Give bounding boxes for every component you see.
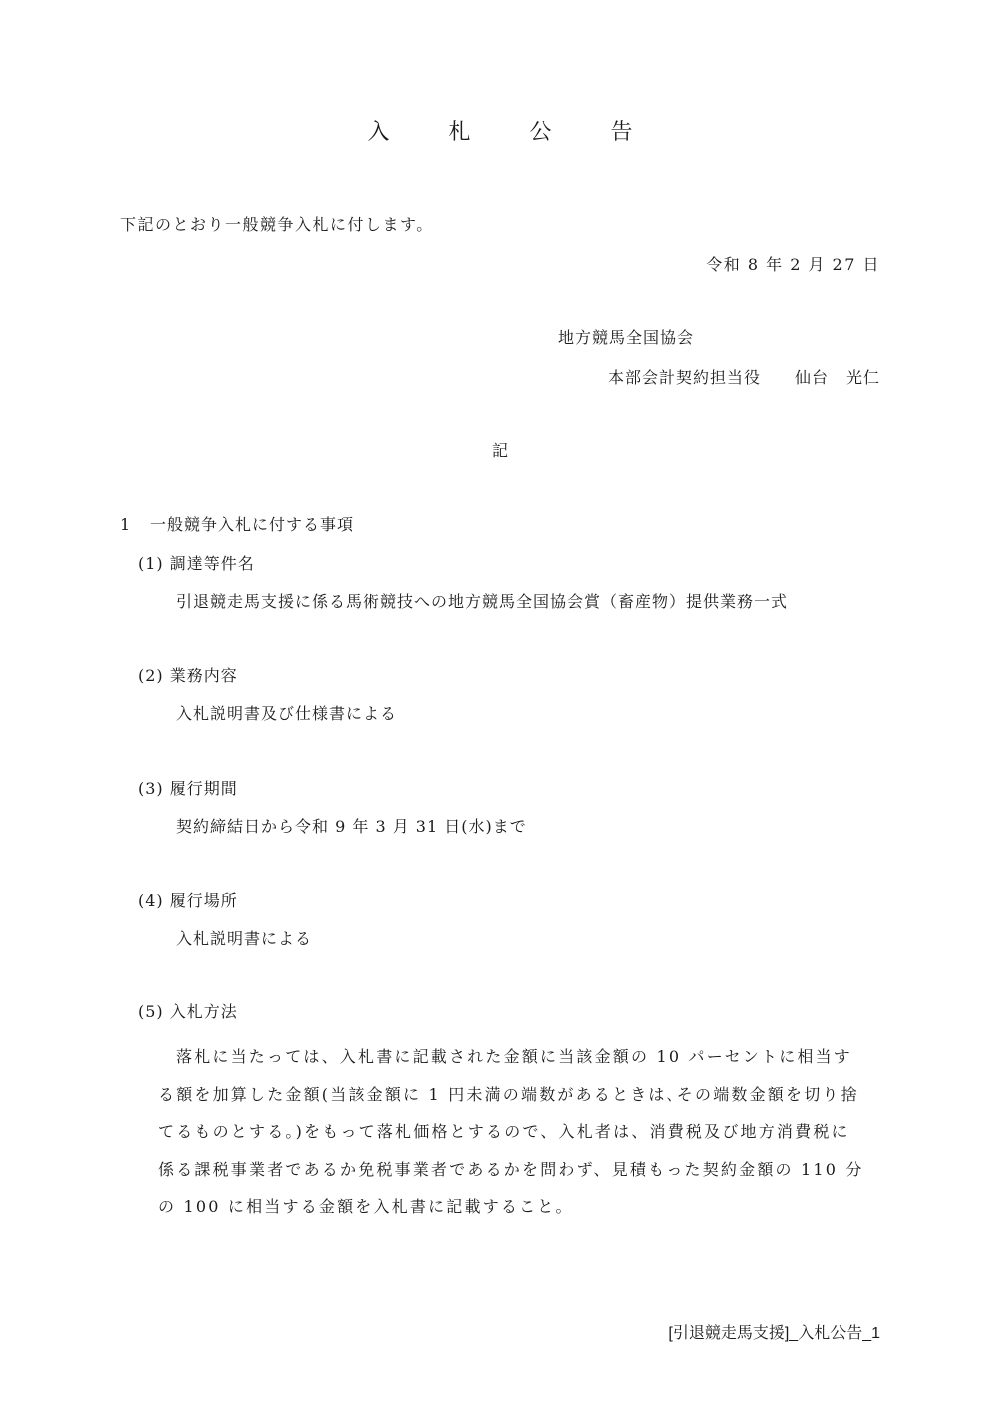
page-footer: [引退競走馬支援]_入札公告_1: [668, 1325, 880, 1342]
section-title: 一般競争入札に付する事項: [150, 515, 355, 534]
paragraph-line: てるものとする。)をもって落札価格とするので、入札者は、消費税及び地方消費税に: [158, 1122, 850, 1141]
item-5-label: (5) 入札方法: [138, 1002, 238, 1021]
item-2-label: (2) 業務内容: [138, 666, 238, 685]
paragraph-line: る額を加算した金額(当該金額に 1 円未満の端数があるときは､その端数金額を切り捨: [158, 1084, 859, 1104]
issuer-organization: 地方競馬全国協会: [558, 328, 695, 347]
announcement-date: 令和 8 年 2 月 27 日: [706, 255, 880, 274]
item-1-body: 引退競走馬支援に係る馬術競技への地方競馬全国協会賞（畜産物）提供業務一式: [176, 592, 789, 611]
section-number: 1: [120, 515, 132, 534]
item-3-label: (3) 履行期間: [138, 779, 238, 798]
page-title: 入 札 公 告: [367, 120, 659, 145]
paragraph-line: の 100 に相当する金額を入札書に記載すること。: [158, 1197, 574, 1216]
section-1-heading: [120, 517, 354, 533]
item-1-label: (1) 調達等件名: [138, 554, 255, 573]
ki-heading: 記: [491, 441, 508, 460]
item-2-body: 入札説明書及び仕様書による: [176, 704, 398, 723]
bidding-method-paragraph: [158, 1038, 882, 1226]
item-4-label: (4) 履行場所: [138, 891, 238, 910]
paragraph-line: 落札に当たっては、入札書に記載された金額に当該金額の 10 パーセントに相当す: [176, 1047, 853, 1066]
item-4-body: 入札説明書による: [176, 929, 313, 948]
intro-text: 下記のとおり一般競争入札に付します。: [120, 215, 434, 234]
issuer-officer: 本部会計契約担当役 仙台 光仁: [607, 368, 880, 387]
item-3-body: 契約締結日から令和 9 年 3 月 31 日(水)まで: [176, 817, 527, 836]
paragraph-line: 係る課税事業者であるか免税事業者であるかを問わず、見積もった契約金額の 110 分: [158, 1159, 864, 1179]
